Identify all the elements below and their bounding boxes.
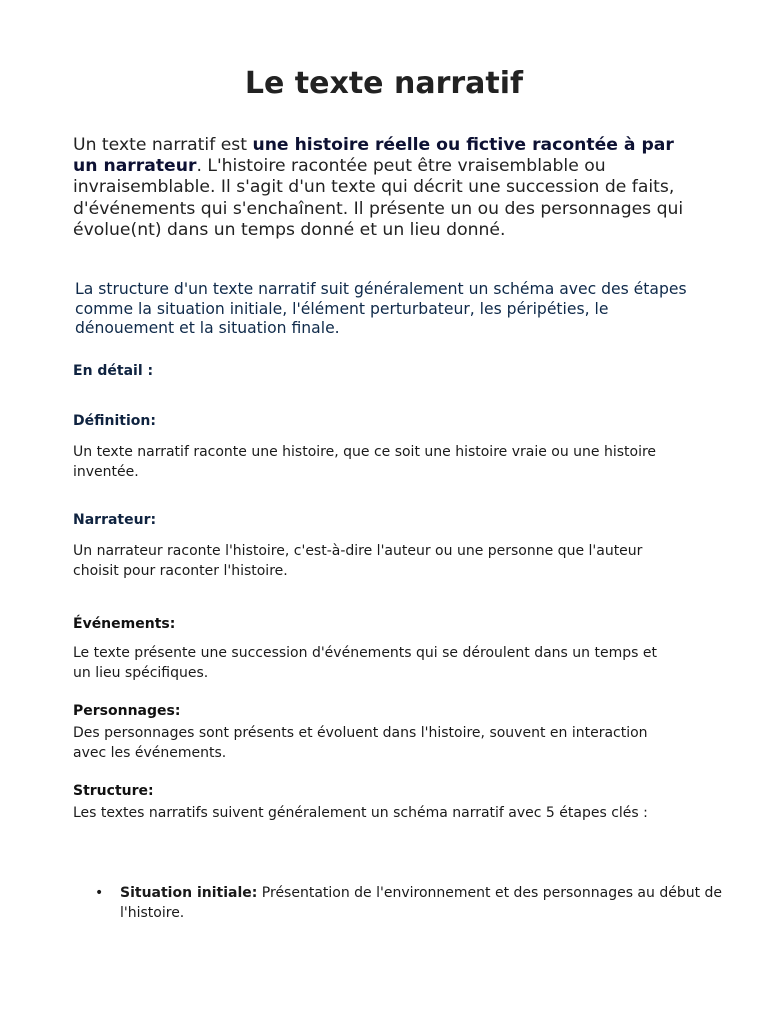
structure-text: Les textes narratifs suivent généralement un schéma narratif avec 5 étapes clés : [73, 805, 648, 821]
bullet-icon: • [95, 885, 104, 901]
intro-text-end: . L'histoire racontée peut être vraisemblable ou invraisemblable. Il s'agit d'un texte qui décrit une succession de faits, d'événements qui s'enchaînent. Il présente un ou des personnages qui évolue(nt) dans un temps donné et un lieu donné. [73, 156, 684, 240]
details-heading: En détail : [73, 363, 154, 379]
intro-paragraph [73, 135, 703, 241]
intro-bold-definition: une histoire réelle ou fictive racontée à par un narrateur [73, 135, 674, 177]
definition-text: Un texte narratif raconte une histoire, que ce soit une histoire vraie ou une histoire inventée. [73, 444, 657, 480]
narrateur-heading: Narrateur: [73, 512, 157, 528]
step-text: Présentation de l'environnement et des personnages au début de l'histoire. [120, 885, 723, 921]
summary-paragraph: La structure d'un texte narratif suit généralement un schéma avec des étapes comme la situation initiale, l'élément perturbateur, les péripéties, le dénouement et la situation finale. [75, 280, 687, 337]
intro-text-start: Un texte narratif est [73, 135, 253, 155]
personnages-text: Des personnages sont présents et évoluent dans l'histoire, souvent en interaction avec les événements. [73, 725, 648, 761]
personnages-heading: Personnages: [73, 703, 181, 719]
evenements-heading: Événements: [73, 616, 176, 632]
steps-list [73, 883, 740, 923]
list-item [95, 883, 740, 923]
structure-heading: Structure: [73, 783, 154, 799]
definition-heading: Définition: [73, 413, 156, 429]
evenements-text: Le texte présente une succession d'événements qui se déroulent dans un temps et un lieu spécifiques. [73, 645, 657, 681]
page-title: Le texte narratif [244, 66, 524, 101]
step-label: Situation initiale: [120, 885, 258, 901]
narrateur-text: Un narrateur raconte l'histoire, c'est-à-dire l'auteur ou une personne que l'auteur choisit pour raconter l'histoire. [73, 543, 643, 579]
